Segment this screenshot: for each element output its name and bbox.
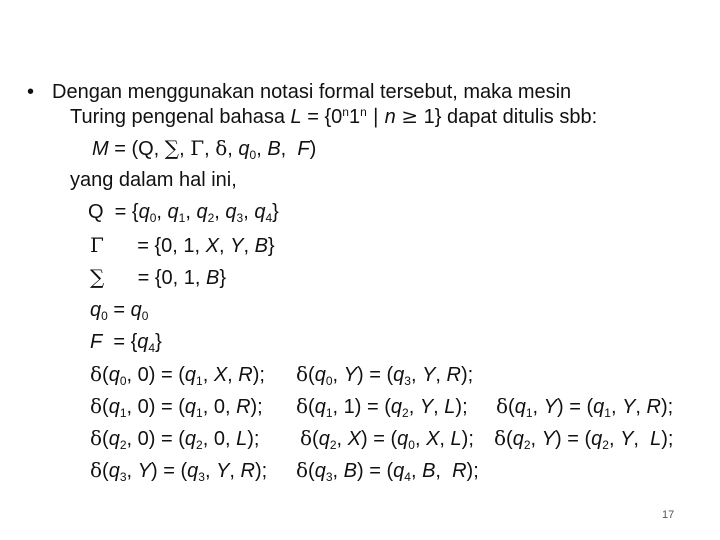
intro-line-1: Dengan menggunakan notasi formal tersebut, maka mesin (52, 81, 572, 103)
transition: $\delta(q_2$, $0) = (q_2$, 0, L); (90, 426, 260, 452)
def-tape-alphabet: Γ = {0, 1, X, Y, B} (90, 233, 275, 257)
def-states: $Q = \{q_0$, $q_1$, $q_2$, $q_3$, $q_4$} (88, 201, 279, 225)
page-number: 17 (662, 509, 675, 521)
where-text: yang dalam hal ini, (70, 169, 237, 191)
transition: $\delta(q_1$, $Y) = (q_1$, Y, R); (496, 394, 674, 420)
transition: $\delta(q_3$, $Y) = (q_3$, Y, R); (90, 458, 268, 484)
transition: $\delta(q_0$, $Y) = (q_3$, Y, R); (296, 362, 474, 388)
transition: $\delta(q_2$, $Y) = (q_2$, Y, L); (494, 426, 674, 452)
transition: $\delta(q_3$, $B) = (q_4$, B, R); (296, 458, 479, 484)
machine-definition: M = (Q, ∑, Γ, δ, $q_0$, B, F) (92, 136, 317, 162)
transition: $\delta(q_1$, $1) = (q_2$, Y, L); (296, 394, 468, 420)
bullet-point: • (27, 81, 35, 103)
transition: $\delta(q_1$, $0) = (q_1$, 0, R); (90, 394, 263, 420)
transition: $\delta(q_2$, $X) = (q_0$, X, L); (300, 426, 474, 452)
def-final-states: $F = \{q_4\}$ (90, 331, 162, 355)
intro-line-2: Turing pengenal bahasa $L = \{0^n1^n$ | n ≥ 1} dapat ditulis sbb: (70, 104, 598, 128)
transition: $\delta(q_0$, $0) = (q_1$, X, R); (90, 362, 265, 388)
def-input-alphabet: ∑ = {0, 1, B} (90, 265, 227, 289)
def-start-state: $q_0 = q_0$ (90, 299, 149, 323)
